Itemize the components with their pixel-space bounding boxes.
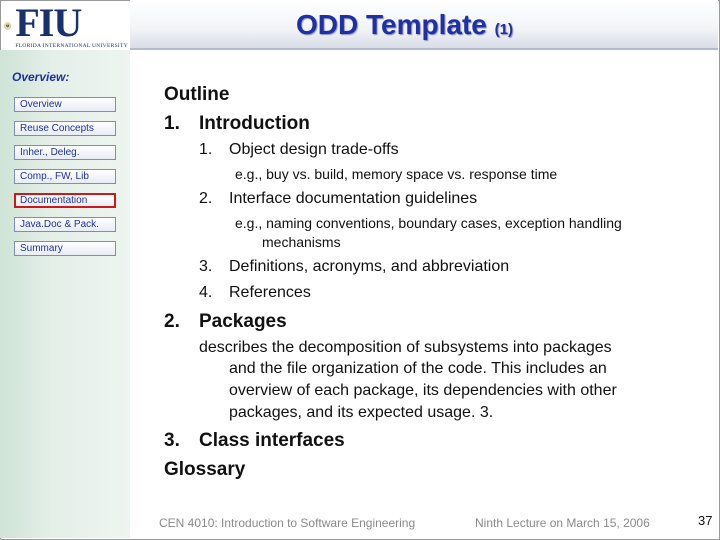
university-seal-icon	[4, 5, 11, 47]
subsection-references	[199, 284, 311, 302]
sidebar	[0, 50, 130, 538]
section-title: Packages	[199, 311, 287, 332]
sidebar-item-overview[interactable]: Overview	[14, 97, 116, 112]
section-title: Introduction	[199, 113, 310, 134]
subsection-number: 3.	[199, 258, 213, 275]
sidebar-item-components-frameworks[interactable]: Comp., FW, Lib	[14, 169, 116, 184]
subsection-definitions	[199, 258, 509, 276]
footer-lecture-date: Ninth Lecture on March 15, 2006	[475, 516, 650, 530]
glossary-heading: Glossary	[164, 459, 246, 480]
subsection-number: 1.	[199, 141, 213, 158]
subsection-object-design	[199, 141, 399, 159]
sidebar-item-summary[interactable]: Summary	[14, 241, 116, 256]
packages-description-line-3: overview of each package, its dependencies with other	[229, 382, 617, 399]
subsection-title: Interface documentation guidelines	[229, 190, 478, 207]
sidebar-item-inheritance-delegation[interactable]: Inher., Deleg.	[14, 145, 116, 160]
logo-wordmark: FIU	[15, 0, 82, 45]
slide-title-main: ODD Template	[296, 9, 487, 40]
packages-description-line-1: describes the decomposition of subsystems into packages	[199, 339, 612, 356]
footer-course: CEN 4010: Introduction to Software Engineering	[159, 516, 416, 530]
logo-subtitle: FLORIDA INTERNATIONAL UNIVERSITY	[15, 42, 128, 49]
subsection-title: Definitions, acronyms, and abbreviation	[229, 258, 510, 275]
slide-title-suffix: (1)	[494, 21, 513, 38]
slide-title	[296, 9, 513, 41]
outline-heading: Outline	[164, 84, 230, 105]
page-number: 37	[698, 513, 713, 528]
section-title: Class interfaces	[199, 430, 345, 451]
section-packages	[164, 311, 287, 333]
section-number: 2.	[164, 311, 180, 332]
packages-description-line-4: packages, and its expected usage. 3.	[229, 404, 494, 421]
sidebar-item-reuse-concepts[interactable]: Reuse Concepts	[14, 121, 116, 136]
section-number: 3.	[164, 430, 180, 451]
sidebar-item-javadoc-packages[interactable]: Java.Doc & Pack.	[14, 217, 116, 232]
example-text-line-1: e.g., naming conventions, boundary cases, exception handling	[235, 215, 622, 231]
subsection-number: 4.	[199, 284, 213, 301]
section-number: 1.	[164, 113, 180, 134]
subsection-title: References	[229, 284, 311, 301]
sidebar-item-documentation[interactable]: Documentation	[14, 193, 116, 208]
fiu-logo	[2, 2, 128, 50]
section-introduction	[164, 113, 310, 135]
example-text: e.g., buy vs. build, memory space vs. response time	[235, 166, 558, 182]
packages-description-line-2: and the file organization of the code. This includes an	[229, 360, 607, 377]
sidebar-heading: Overview:	[12, 70, 70, 84]
example-text-line-2: mechanisms	[262, 234, 341, 250]
subsection-title: Object design trade-offs	[229, 141, 399, 158]
subsection-interface-guidelines	[199, 190, 477, 208]
section-class-interfaces	[164, 430, 345, 452]
subsection-number: 2.	[199, 190, 213, 207]
